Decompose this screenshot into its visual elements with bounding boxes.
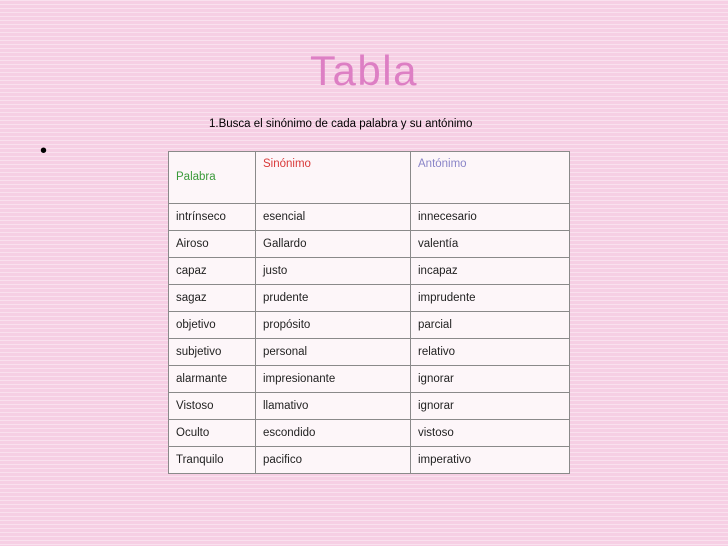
synonym-table <box>168 151 570 474</box>
table-row <box>169 339 570 366</box>
cell-sinonimo: Gallardo <box>256 231 411 258</box>
header-sinonimo <box>256 152 411 204</box>
cell-antonimo: valentía <box>411 231 570 258</box>
cell-antonimo: relativo <box>411 339 570 366</box>
table-row <box>169 447 570 474</box>
cell-sinonimo: justo <box>256 258 411 285</box>
header-antonimo-label: Antónimo <box>418 158 467 170</box>
cell-antonimo: ignorar <box>411 393 570 420</box>
bullet-point: • <box>40 140 48 162</box>
cell-palabra: alarmante <box>169 366 256 393</box>
cell-sinonimo: escondido <box>256 420 411 447</box>
table-row <box>169 420 570 447</box>
cell-palabra: Vistoso <box>169 393 256 420</box>
table-row <box>169 204 570 231</box>
header-sinonimo-label: Sinónimo <box>263 158 311 170</box>
cell-sinonimo: esencial <box>256 204 411 231</box>
cell-palabra: intrínseco <box>169 204 256 231</box>
cell-sinonimo: pacifico <box>256 447 411 474</box>
cell-sinonimo: impresionante <box>256 366 411 393</box>
cell-palabra: Tranquilo <box>169 447 256 474</box>
header-palabra-label: Palabra <box>176 171 216 183</box>
table-row <box>169 285 570 312</box>
table-row <box>169 258 570 285</box>
cell-palabra: capaz <box>169 258 256 285</box>
cell-sinonimo: personal <box>256 339 411 366</box>
cell-sinonimo: propósito <box>256 312 411 339</box>
slide-title: Tabla <box>310 47 418 94</box>
cell-sinonimo: llamativo <box>256 393 411 420</box>
table-row <box>169 231 570 258</box>
cell-antonimo: incapaz <box>411 258 570 285</box>
table-row <box>169 366 570 393</box>
table-row <box>169 393 570 420</box>
table-row <box>169 312 570 339</box>
cell-palabra: subjetivo <box>169 339 256 366</box>
cell-palabra: Airoso <box>169 231 256 258</box>
cell-palabra: sagaz <box>169 285 256 312</box>
instruction-text: 1.Busca el sinónimo de cada palabra y su antónimo <box>209 118 473 130</box>
cell-antonimo: innecesario <box>411 204 570 231</box>
cell-palabra: Oculto <box>169 420 256 447</box>
cell-palabra: objetivo <box>169 312 256 339</box>
cell-antonimo: ignorar <box>411 366 570 393</box>
cell-antonimo: parcial <box>411 312 570 339</box>
header-palabra <box>169 152 256 204</box>
cell-antonimo: vistoso <box>411 420 570 447</box>
cell-antonimo: imprudente <box>411 285 570 312</box>
cell-antonimo: imperativo <box>411 447 570 474</box>
cell-sinonimo: prudente <box>256 285 411 312</box>
table-header-row <box>169 152 570 204</box>
header-antonimo <box>411 152 570 204</box>
